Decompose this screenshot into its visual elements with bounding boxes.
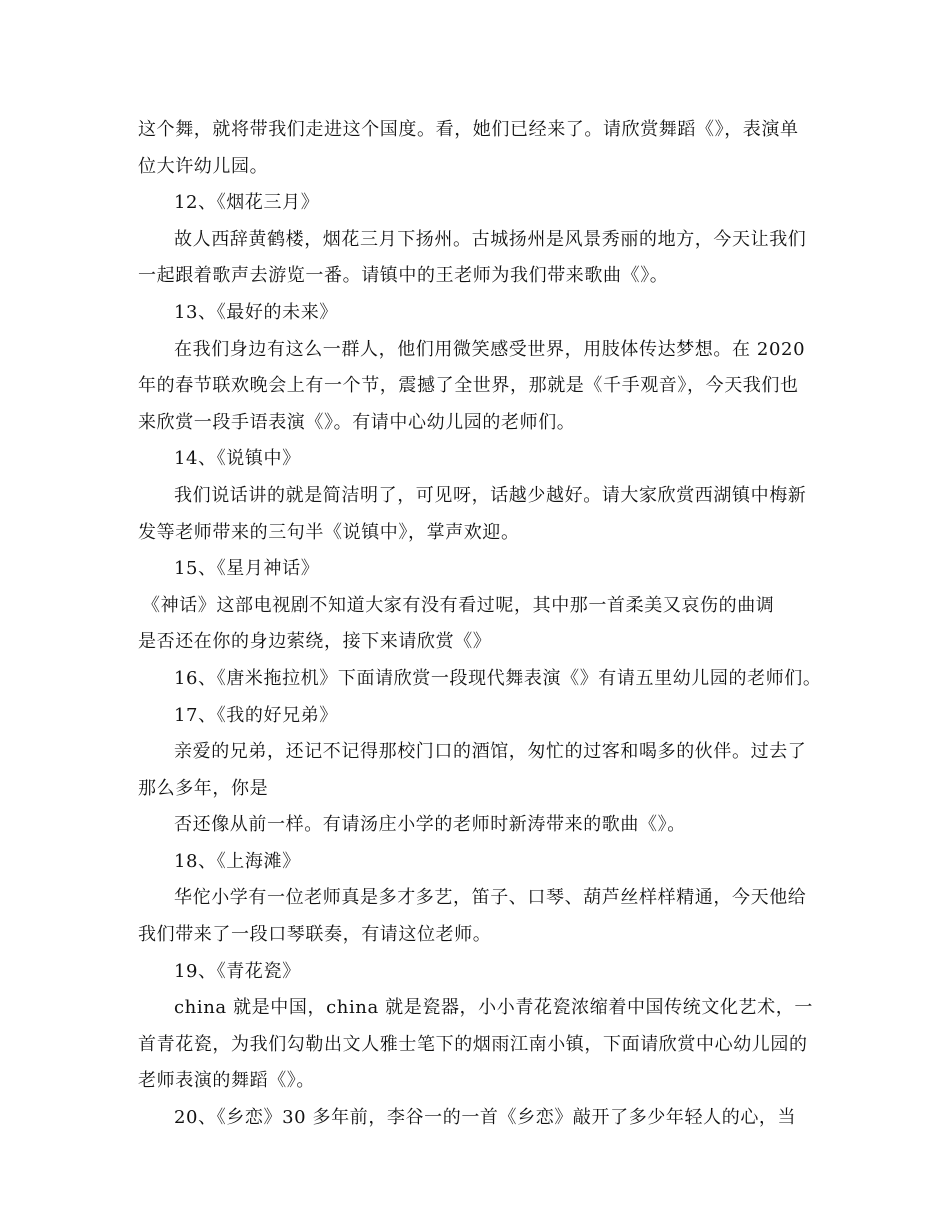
document-body bbox=[138, 112, 822, 1137]
text-line: 故人西辞黄鹤楼，烟花三月下扬州。古城扬州是风景秀丽的地方，今天让我们 bbox=[174, 228, 807, 250]
text-line: 发等老师带来的三句半《说镇中》，掌声欢迎。 bbox=[138, 521, 520, 543]
text-line: 老师表演的舞蹈《》。 bbox=[138, 1070, 315, 1092]
text-line: 这个舞，就将带我们走进这个国度。看，她们已经来了。请欣赏舞蹈《》，表演单 bbox=[138, 119, 799, 140]
text-line: 否还像从前一样。有请汤庄小学的老师时新涛带来的歌曲《》。 bbox=[174, 814, 686, 836]
text-line: 一起跟着歌声去游览一番。请镇中的王老师为我们带来歌曲《》。 bbox=[138, 265, 669, 287]
text-line: 首青花瓷，为我们勾勒出文人雅士笔下的烟雨江南小镇，下面请欣赏中心幼儿园的 bbox=[138, 1033, 808, 1055]
text-line: 年的春节联欢晚会上有一个节，震撼了全世界，那就是《千手观音》，今天我们也 bbox=[138, 375, 799, 397]
text-line: 华佗小学有一位老师真是多才多艺，笛子、口琴、葫芦丝样样精通，今天他给 bbox=[174, 887, 807, 909]
text-line: 在我们身边有这么一群人，他们用微笑感受世界，用肢体传达梦想。在 2020 bbox=[174, 338, 806, 360]
text-line: 来欣赏一段手语表演《》。有请中心幼儿园的老师们。 bbox=[138, 411, 576, 433]
text-line: 是否还在你的身边萦绕，接下来请欣赏《》 bbox=[138, 631, 492, 653]
program-heading: 20、《乡恋》30 多年前，李谷一的一首《乡恋》敲开了多少年轻人的心，当 bbox=[174, 1107, 797, 1129]
program-heading: 18、《上海滩》 bbox=[174, 850, 301, 872]
text-line: 我们说话讲的就是简洁明了，可见呀，话越少越好。请大家欣赏西湖镇中梅新 bbox=[174, 484, 807, 506]
text-line: 亲爱的兄弟，还记不记得那校门口的酒馆，匆忙的过客和喝多的伙伴。过去了 bbox=[174, 741, 807, 763]
program-heading: 14、《说镇中》 bbox=[174, 448, 301, 470]
program-heading: 12、《烟花三月》 bbox=[174, 192, 320, 214]
text-line: 那么多年，你是 bbox=[138, 777, 269, 799]
program-heading: 16、《唐米拖拉机》下面请欣赏一段现代舞表演《》有请五里幼儿园的老师们。 bbox=[174, 667, 822, 689]
program-heading: 19、《青花瓷》 bbox=[174, 960, 301, 982]
text-line: china 就是中国，china 就是瓷器，小小青花瓷浓缩着中国传统文化艺术，一 bbox=[174, 997, 813, 1019]
text-line: 《神话》这部电视剧不知道大家有没有看过呢，其中那一首柔美又哀伤的曲调 bbox=[142, 594, 775, 616]
text-line: 位大许幼儿园。 bbox=[138, 155, 269, 177]
program-heading: 15、《星月神话》 bbox=[174, 558, 320, 580]
program-heading: 13、《最好的未来》 bbox=[174, 301, 338, 323]
text-line: 我们带来了一段口琴联奏，有请这位老师。 bbox=[138, 924, 492, 946]
program-heading: 17、《我的好兄弟》 bbox=[174, 704, 338, 726]
